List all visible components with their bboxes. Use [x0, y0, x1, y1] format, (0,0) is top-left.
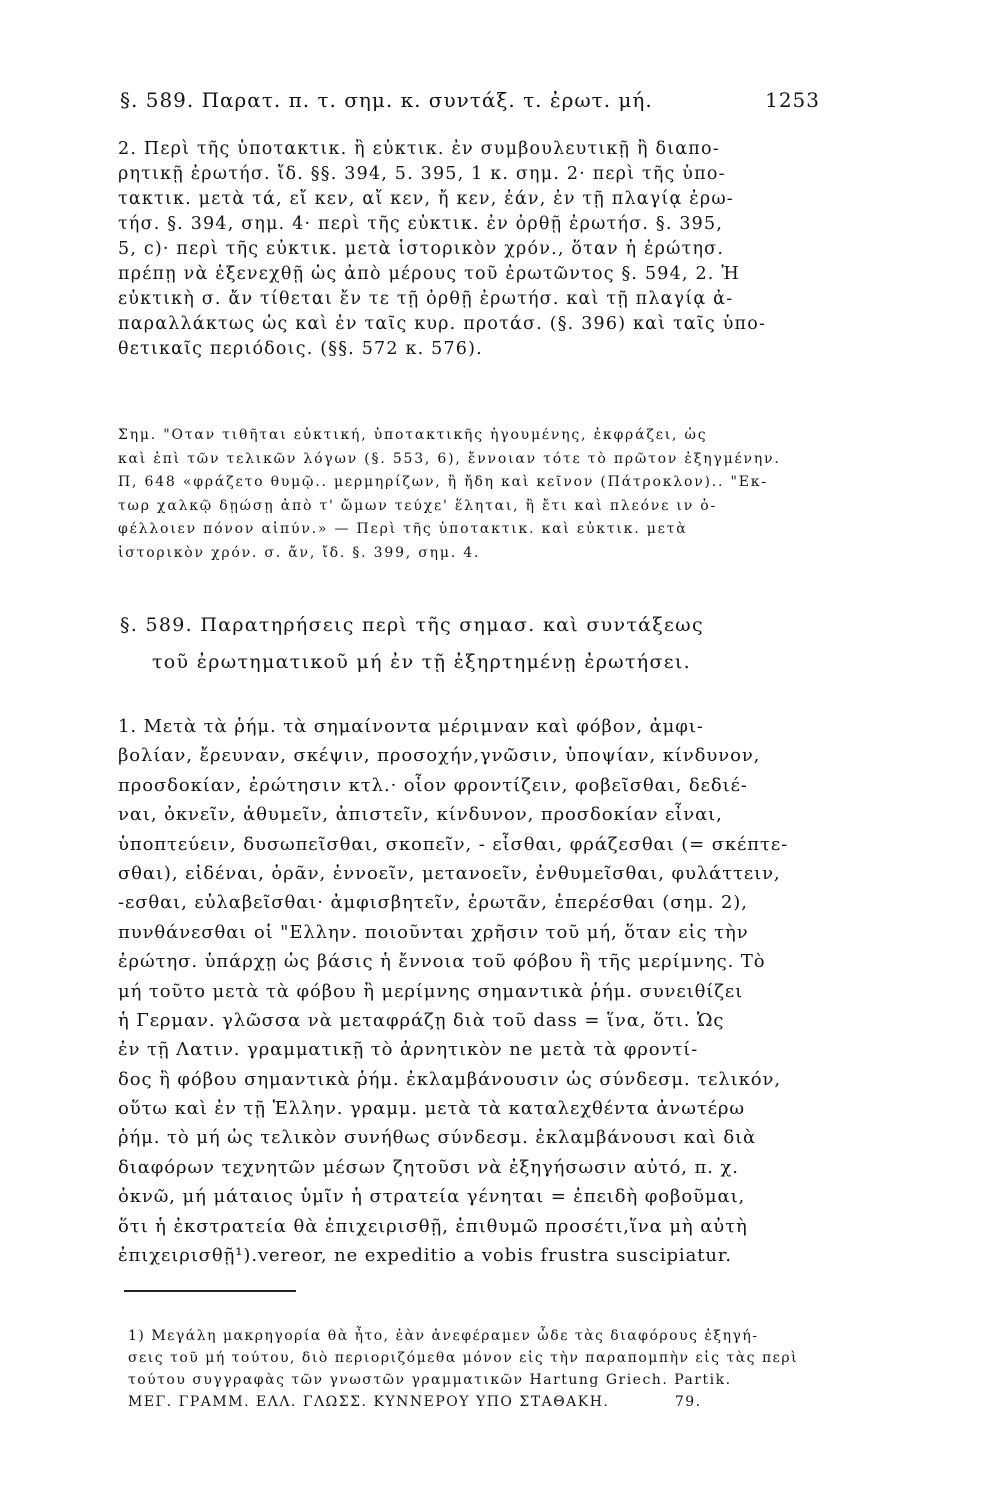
note-line: ἱστορικὸν χρόν. σ. ἄν, ἴδ. §. 399, σημ. 4.	[118, 544, 481, 561]
footnote-line: 1) Μεγάλη μακρηγορία θὰ ἦτο, ἐὰν ἀνεφέραμεν ὧδε τὰς διαφόρους ἐξηγή-	[128, 1328, 759, 1344]
note-line: καὶ ἐπὶ τῶν τελικῶν λόγων (§. 553, 6), ἔννοιαν τότε τὸ πρῶτον ἐξηγμένην.	[118, 450, 781, 467]
body-line: σθαι), εἰδέναι, ὁρᾶν, ἐννοεῖν, μετανοεῖν, ἐνθυμεῖσθαι, φυλάττειν,	[118, 862, 781, 884]
section-heading	[120, 607, 820, 681]
body-line: ὀκνῶ, μή μάταιος ὑμῖν ἡ στρατεία γένηται = ἐπειδὴ φοβοῦμαι,	[118, 1186, 746, 1208]
body-line: βολίαν, ἔρευναν, σκέψιν, προσοχήν,γνῶσιν, ὑποψίαν, κίνδυνον,	[118, 745, 761, 767]
section-heading-line-2: τοῦ ἐρωτηματικοῦ μή ἐν τῇ ἐξηρτημένῃ ἐρωτήσει.	[152, 651, 691, 673]
text-line: 2. Περὶ τῆς ὑποτακτικ. ἢ εὐκτικ. ἐν συμβουλευτικῇ ἢ διαπο-	[118, 139, 720, 159]
footnote-line: τούτου συγγραφὰς τῶν γνωστῶν γραμματικῶν Hartung Griech. Partik.	[128, 1372, 732, 1388]
paragraph-previous-section	[118, 137, 822, 362]
text-line: πρέπῃ νὰ ἐξενεχθῇ ὡς ἀπὸ μέρους τοῦ ἐρωτῶντος §. 594, 2. Ἡ	[118, 264, 740, 284]
body-line: διαφόρων τεχνητῶν μέσων ζητοῦσι νὰ ἐξηγήσωσιν αὐτό, π. χ.	[118, 1156, 739, 1178]
footnote-line: σεις τοῦ μή τούτου, διὸ περιοριζόμεθα μόνον εἰς τὴν παραπομπὴν εἰς τὰς περὶ	[128, 1350, 799, 1366]
text-line: θετικαῖς περιόδοις. (§§. 572 κ. 576).	[118, 339, 483, 359]
running-title: §. 589. Παρατ. π. τ. σημ. κ. συντάξ. τ. ἐρωτ. μή.	[120, 88, 653, 112]
note-line: Σημ. "Οταν τιθῆται εὐκτική, ὑποτακτικῆς ἡγουμένης, ἐκφράζει, ὡς	[118, 427, 708, 443]
note-line: τωρ χαλκῷ δῃώσῃ ἀπὸ τ' ὤμων τεύχε' ἕληται, ἢ ἔτι καὶ πλεόνε ιν ὀ-	[118, 497, 718, 514]
text-line: 5, c)· περὶ τῆς εὐκτικ. μετὰ ἱστορικὸν χρόν., ὅταν ἡ ἐρώτησ.	[118, 239, 725, 259]
signature-number: 79.	[674, 1394, 702, 1410]
page-number: 1253	[765, 88, 820, 112]
body-line: μή τοῦτο μετὰ τὰ φόβου ἢ μερίμνης σημαντικὰ ῥήμ. συνειθίζει	[118, 980, 744, 1002]
text-line: εὐκτικὴ σ. ἄν τίθεται ἔν τε τῇ ὀρθῇ ἐρωτήσ. καὶ τῇ πλαγίᾳ ἀ-	[118, 289, 734, 309]
text-line: τήσ. §. 394, σημ. 4· περὶ τῆς εὐκτικ. ἐν ὀρθῇ ἐρωτήσ. §. 395,	[118, 214, 724, 234]
body-line: 1. Μετὰ τὰ ῥήμ. τὰ σημαίνοντα μέριμναν καὶ φόβον, ἀμφι-	[118, 716, 704, 737]
printer-signature-line	[128, 1391, 828, 1413]
body-line: ἡ Γερμαν. γλῶσσα νὰ μεταφράζῃ διὰ τοῦ dass = ἵνα, ὅτι. Ὡς	[118, 1009, 725, 1031]
section-heading-line-1: §. 589. Παρατηρήσεις περὶ τῆς σημασ. καὶ συντάξεως	[120, 614, 704, 636]
body-line: προσδοκίαν, ἐρώτησιν κτλ.· οἷον φροντίζειν, φοβεῖσθαι, δεδιέ-	[118, 774, 748, 796]
text-line: παραλλάκτως ὡς καὶ ἐν ταῖς κυρ. προτάσ. (§. 396) καὶ ταῖς ὑπο-	[118, 314, 767, 334]
body-line: πυνθάνεσθαι οἱ "Ελλην. ποιοῦνται χρῆσιν τοῦ μή, ὅταν εἰς τὴν	[118, 921, 749, 943]
printer-signature: ΜΕΓ. ΓΡΑΜΜ. ΕΛΛ. ΓΛΩΣΣ. ΚΥΝΝΕΡΟΥ ΥΠΟ ΣΤΑΘΑΚΗ.	[128, 1394, 610, 1410]
body-line: δος ἢ φόβου σημαντικὰ ῥήμ. ἐκλαμβάνουσιν ὡς σύνδεσμ. τελικόν,	[118, 1068, 781, 1090]
footnote-divider	[124, 1290, 296, 1292]
text-line: ρητικῇ ἐρωτήσ. ἴδ. §§. 394, 5. 395, 1 κ. σημ. 2· περὶ τῆς ὑπο-	[118, 164, 726, 184]
body-line: ἐπιχειρισθῇ¹).vereor, ne expeditio a vobis frustra suscipiatur.	[118, 1245, 732, 1267]
body-line: -εσθαι, εὐλαβεῖσθαι· ἀμφισβητεῖν, ἐρωτᾶν, ἐπερέσθαι (σημ. 2),	[118, 892, 748, 914]
note-paragraph	[118, 424, 822, 565]
body-line: ῥήμ. τὸ μή ὡς τελικὸν συνήθως σύνδεσμ. ἐκλαμβάνουσι καὶ διὰ	[118, 1127, 757, 1149]
running-header	[120, 88, 820, 122]
body-line: ὑποπτεύειν, δυσωπεῖσθαι, σκοπεῖν, - εἶσθαι, φράζεσθαι (= σκέπτε-	[118, 833, 789, 855]
note-line: Π, 648 «φράζετο θυμῷ.. μερμηρίζων, ἢ ἤδη καὶ κεῖνον (Πάτροκλον).. "Εκ-	[118, 474, 768, 490]
body-line: ὅτι ἡ ἐκστρατεία θὰ ἐπιχειρισθῇ, ἐπιθυμῶ προσέτι,ἵνα μὴ αὐτὴ	[118, 1215, 748, 1237]
body-paragraph	[118, 712, 822, 1270]
text-line: τακτικ. μετὰ τά, εἴ κεν, αἴ κεν, ἤ κεν, ἐάν, ἐν τῇ πλαγίᾳ ἐρω-	[118, 189, 734, 209]
note-line: φέλλοιεν πόνον αἰπύν.» — Περὶ τῆς ὑποτακτικ. καὶ εὐκτικ. μετὰ	[118, 521, 688, 537]
body-line: ἐν τῇ Λατιν. γραμματικῇ τὸ ἀρνητικὸν ne μετὰ τὰ φροντί-	[118, 1039, 699, 1061]
body-line: οὕτω καὶ ἐν τῇ Ἑλλην. γραμμ. μετὰ τὰ καταλεχθέντα ἀνωτέρω	[118, 1098, 745, 1120]
body-line: ναι, ὀκνεῖν, ἀθυμεῖν, ἀπιστεῖν, κίνδυνον, προσδοκίαν εἶναι,	[118, 804, 723, 826]
body-line: ἐρώτησ. ὑπάρχῃ ὡς βάσις ἡ ἔννοια τοῦ φόβου ἢ τῆς μερίμνης. Τὸ	[118, 951, 766, 973]
footnote	[128, 1325, 828, 1413]
